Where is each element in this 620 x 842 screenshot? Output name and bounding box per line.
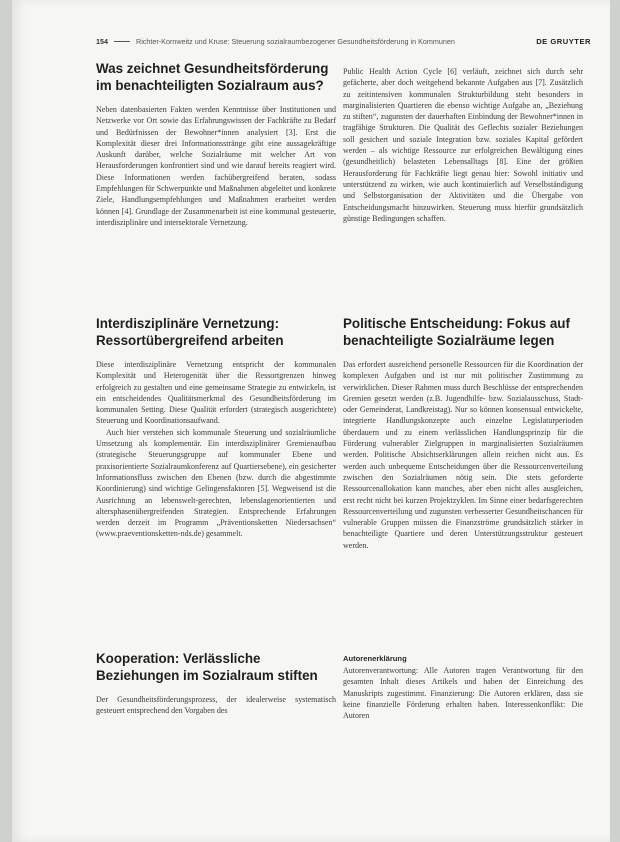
- subheading: Autorenerklärung: [343, 654, 407, 663]
- running-head: [96, 34, 591, 48]
- section-gesundheitsfoerderung: [96, 60, 336, 228]
- paragraph: Diese interdisziplinäre Vernetzung entspricht der kommunalen Komplexität und Heterogenität über die Ressortgrenzen hinweg erfolgreich zu gestalten und eine gemeinsame Strategie zu entwickeln, ist ein entscheidendes Qualitätsmerkmal des Gesundheitsförderung im kommunalen Setting. Diese Qualität erfordert (strategisch ausgerichtete) Steuerung und Koordinationsaufwand.: [96, 360, 336, 426]
- paragraph: Der Gesundheitsförderungsprozess, der idealerweise systematisch gesteuert entsprechend den Vorgaben des: [96, 695, 336, 716]
- section-heading: Kooperation: Verlässliche Beziehungen im Sozialraum stiften: [96, 651, 318, 683]
- section-heading: Interdisziplinäre Vernetzung: Ressortübergreifend arbeiten: [96, 316, 284, 348]
- section-politische-entscheidung: [343, 315, 583, 551]
- section-heading: Was zeichnet Gesundheitsförderung im benachteiligten Sozialraum aus?: [96, 61, 329, 93]
- section-vernetzung: [96, 315, 336, 540]
- section-heading: Politische Entscheidung: Fokus auf benachteiligte Sozialräume legen: [343, 316, 570, 348]
- page-number: 154: [96, 36, 108, 46]
- section-continued: [343, 66, 583, 224]
- header-rule: [114, 41, 130, 42]
- section-autorenerklaerung: [343, 654, 583, 721]
- paragraph: Autorenverantwortung: Alle Autoren tragen Verantwortung für den gesamten Inhalt dieses Artikels und haben der Einreichung des Manuskripts zugestimmt. Finanzierung: Die Autoren erklären, dass sie keine finanzielle Förderung erhalten haben. Interessenkonflikt: Die Autoren: [343, 666, 583, 721]
- paragraph: Das erfordert ausreichend personelle Ressourcen für die Koordination der komplexen Aufgaben und ist nur mit politischer Zustimmung zu verwirklichen. Dieser Rahmen muss durch Beschlüsse der entsprechenden Gremien gesetzt werden (z.B. Jugendhilfe- bzw. Sozialausschuss, Stadt- oder Gemeinderat, Landkreistag). Nur so können konsensual entwickelte, integrierte Handlungskonzepte auch einzelne Legislaturperioden überdauern und zu einem verlässlichen Handlungsprinzip für die Förderung vulnerabler Zielgruppen in marginalisierten Sozialräumen werden. Politische Absichtserklärungen allein reichen nicht aus. Es werden auch unbequeme Entscheidungen über die Ressourcenverteilung zwischen den Sozialräumen nötig sein. Die stets geforderte Ressourcenallokation kann manches, aber eben nicht alles ausgleichen, erst recht nicht bei kurzen Projektzyklen. Im Sinne einer bedarfsgerechten Ressourcenverteilung und zugunsten verbesserter Gesundheitschancen für vulnerable Gruppen müssen die Finanzströme grundsätzlich stärker in benachteiligte Quartiere und deren Unterstützungsstruktur gesteuert werden.: [343, 360, 583, 550]
- publisher-logo: DE GRUYTER: [536, 36, 591, 46]
- paragraph: Public Health Action Cycle [6] verläuft, zeichnet sich durch sehr gefächerte, aber doch weitgehend bekannte Aufgaben aus [7]. Zusätzlich zu zeitintensiven kommunalen Strukturbildung steht besonders in marginalisierten Quartieren die ebenso wichtige Aufgabe an, „Beziehung zu stiften“, zugunsten der dauerhaften Einbindung der Bewohner*innen in tragfähige Strukturen. Die Qualität des Geflechts sozialer Beziehungen soll gesichert und soziale Integration bzw. soziales Kapital gefördert werden – als wichtige Ressource zur erfolgreichen Bewältigung eines (gesundheitlich) belasteten Lebensalltags [8]. Eine der größten Herausforderung für Fachkräfte liegt genau hier: Sowohl initiativ und unterstützend zu wirken, wie auch kontinuierlich auf Verselbständigung und Selbstorganisation der Aktivitäten und die Übergabe von Entscheidungsmacht hinzuwirken. Steuerung muss hierfür grundsätzlich günstige Bedingungen schaffen.: [343, 67, 583, 223]
- paragraph: Neben datenbasierten Fakten werden Kenntnisse über Institutionen und Netzwerke vor Ort sowie das Erfahrungswissen der Fachkräfte zu Bedarf und Bedürfnissen der Bewohner*innen analysiert [3]. Erst die Komplexität dieser drei Informationsstränge gibt eine aussagekräftige Auskunft darüber, welche Sozialräume mit welcher Art von Herausforderungen konfrontiert sind und wie darauf bereits reagiert wird. Diese Informationen werden fachübergreifend beraten, sodass Empfehlungen für Schwerpunkte und Maßnahmen abgeleitet und konkrete Ziele, Handlungsempfehlungen und Maßnahmen erarbeitet werden können [4]. Grundlage der Zusammenarbeit ist eine kommunal gesteuerte, interdisziplinäre und intersektorale Vernetzung.: [96, 105, 336, 227]
- paragraph: Auch hier verstehen sich kommunale Steuerung und sozialräumliche Umsetzung als komplementär. Ein interdisziplinärer Gremienaufbau (strategische Steuerungsgruppe auf kommunaler Ebene und praxisorientierte Sozialraumkonferenz auf Quartiersebene), ein gesicherter Informationsfluss zwischen den Ebenen (bzw. durch die abgestimmte Koordinierung) sind wichtige Gelingensfaktoren [5]. Wegweisend ist die Ausrichtung an lebenswelt-gerechten, lebenslagenorientierten und altersphasenübergreifenden Strategien. Entsprechende Erfahrungen werden derzeit im Programm „Präventionsketten Niedersachsen“ (www.praeventionsketten-nds.de) gesammelt.: [96, 427, 336, 539]
- section-kooperation: [96, 650, 336, 717]
- document-page: [12, 0, 610, 842]
- running-title: Richter-Kornweitz und Kruse: Steuerung sozialraumbezogener Gesundheitsförderung in Kommunen: [136, 36, 455, 46]
